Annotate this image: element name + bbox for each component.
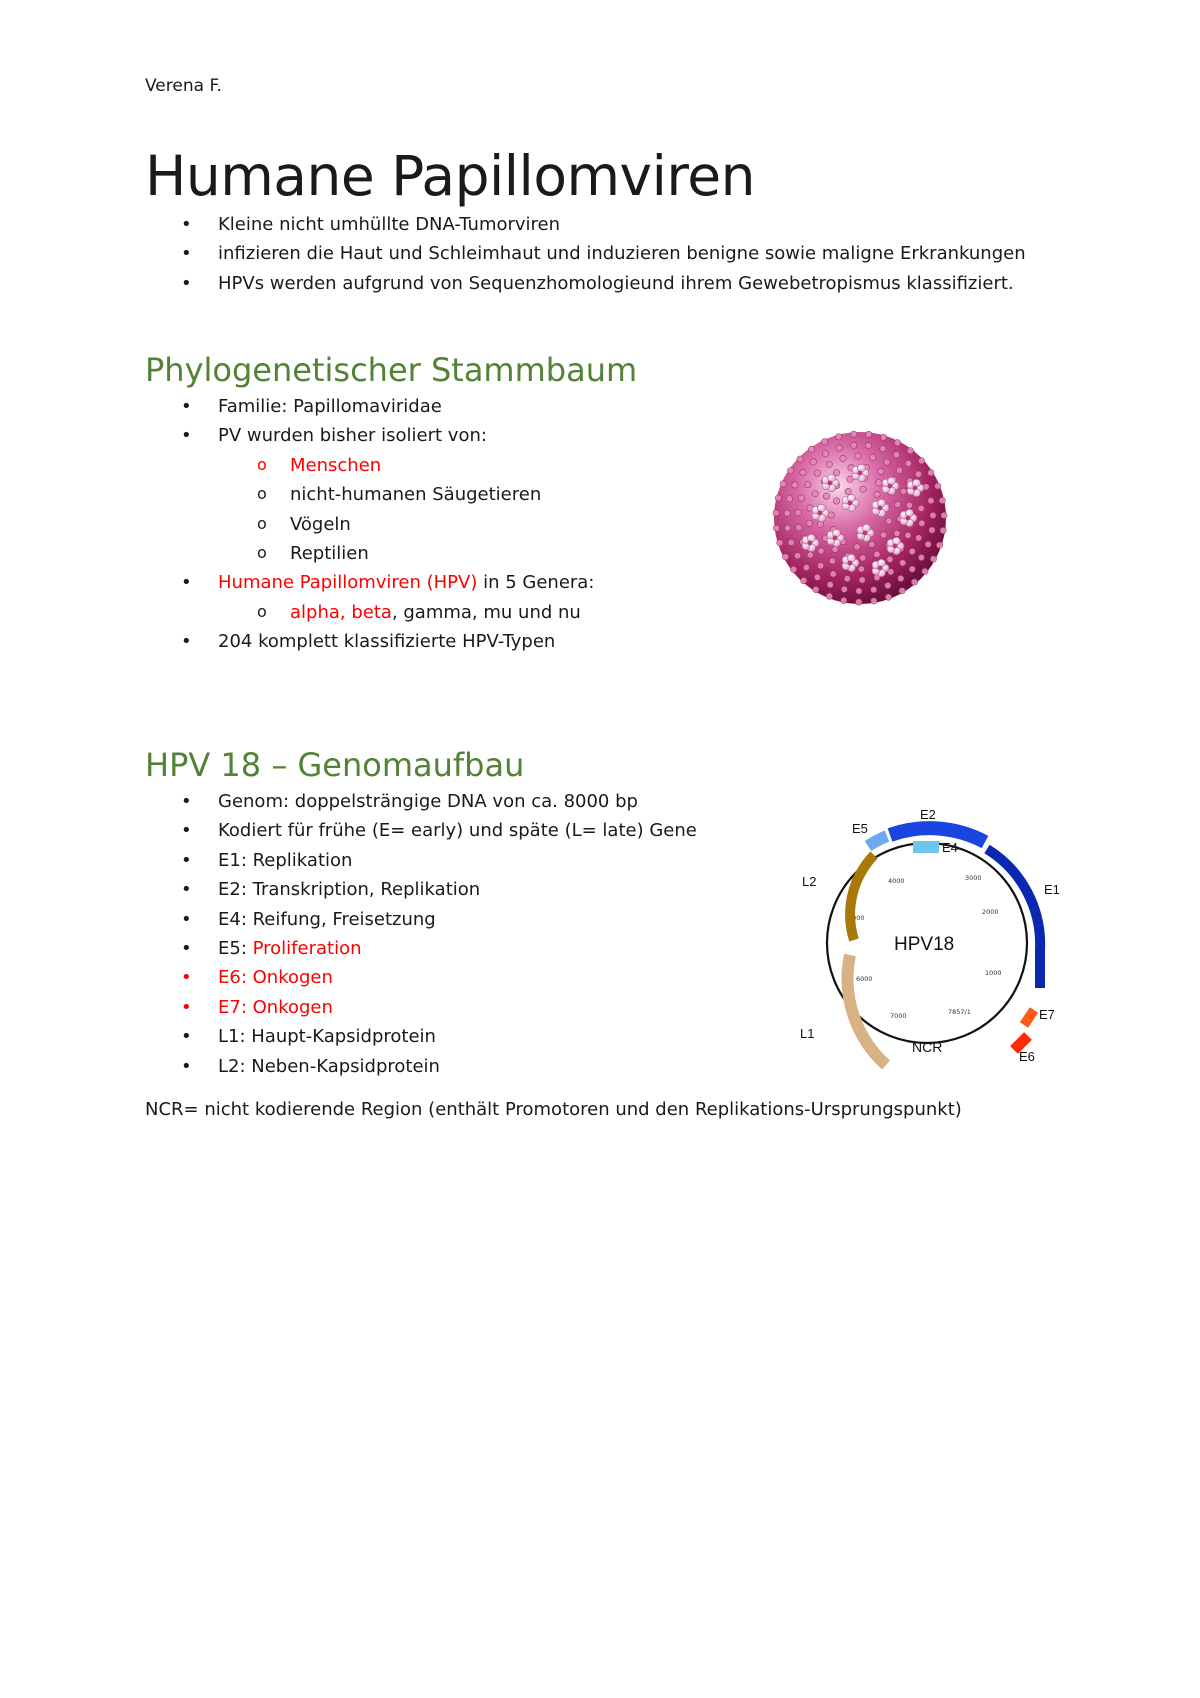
- capsid-bump: [874, 551, 880, 557]
- capsid-bump: [844, 576, 850, 582]
- section-heading-phylo: Phylogenetischer Stammbaum: [145, 351, 638, 389]
- capsid-bump: [812, 491, 818, 497]
- capsid-bump: [895, 501, 901, 507]
- hpv18-genome-diagram: [790, 790, 1070, 1080]
- capsid-bump: [885, 594, 891, 600]
- ncr-note: NCR= nicht kodierende Region (enthält Promotoren und den Replikations-Ursprungspunkt): [145, 1099, 962, 1120]
- capsid-bump: [801, 577, 807, 583]
- label-e6: E6: [1019, 1049, 1035, 1064]
- capsid-bump: [808, 446, 814, 452]
- genera-text: in 5 Genera:: [477, 572, 595, 594]
- capsid-bump: [803, 564, 809, 570]
- list-item: [145, 568, 594, 597]
- label-l2: L2: [802, 874, 817, 889]
- capsid-bump: [794, 553, 800, 559]
- page-title: Humane Papillomviren: [145, 144, 755, 208]
- label-ncr: NCR: [912, 1039, 943, 1055]
- capsid-bump: [777, 540, 783, 546]
- capsid-bump: [928, 498, 934, 504]
- capsid-bump: [822, 451, 828, 457]
- capsid-bump: [918, 554, 924, 560]
- capsid-bump: [918, 458, 924, 464]
- capsid-bump: [856, 588, 862, 594]
- capsid-bump: [929, 527, 935, 533]
- capsid-bump: [871, 587, 877, 593]
- capsid-bump: [865, 442, 871, 448]
- capsid-bump: [936, 542, 942, 548]
- list-item: • L2: Neben-Kapsidprotein: [145, 1052, 697, 1081]
- sub-list-item: o nicht-humanen Säugetieren: [145, 480, 594, 509]
- capsid-bump: [930, 512, 936, 518]
- capsid-bump: [899, 588, 905, 594]
- capsid-bump: [887, 556, 893, 562]
- capsid-bump: [928, 470, 934, 476]
- tick-label: 5000: [848, 914, 865, 922]
- capsid-bump: [907, 448, 913, 454]
- list-item: • Familie: Papillomaviridae: [145, 392, 594, 421]
- capsid-bump: [798, 495, 804, 501]
- capsid-bump: [810, 459, 816, 465]
- capsid-bump: [894, 530, 900, 536]
- list-item: • HPVs werden aufgrund von Sequenzhomologieund ihrem Gewebetropismus klassifiziert.: [145, 269, 1026, 298]
- capsid-bump: [854, 544, 860, 550]
- capsid-bump: [939, 497, 945, 503]
- gene-e6-arc: [1014, 1036, 1028, 1050]
- genera-list-red: alpha, beta: [290, 601, 392, 623]
- capsid-bump: [896, 467, 902, 473]
- capsid-bump: [795, 510, 801, 516]
- capsid-bump: [859, 577, 865, 583]
- virus-illustration: [770, 428, 950, 608]
- gene-e5-arc: [868, 836, 887, 846]
- capsid-bump: [925, 541, 931, 547]
- item-prefix: E5:: [218, 937, 253, 959]
- capsid-bump: [855, 453, 861, 459]
- sub-list-item: o Vögeln: [145, 510, 594, 539]
- capsid-bump: [773, 525, 779, 531]
- capsid-bump: [787, 468, 793, 474]
- genome-list: [145, 787, 697, 1081]
- gene-l2-arc: [850, 855, 874, 940]
- capsid-bump: [792, 482, 798, 488]
- capsid-bump: [885, 582, 891, 588]
- capsid-bump: [841, 597, 847, 603]
- capsid-bump: [880, 434, 886, 440]
- capsid-bump: [941, 512, 947, 518]
- capsid-bump: [860, 555, 866, 561]
- tick-label: 3000: [965, 874, 982, 882]
- capsid-bump: [832, 546, 838, 552]
- capsid-bump: [898, 575, 904, 581]
- list-item: • L1: Haupt-Kapsidprotein: [145, 1022, 697, 1051]
- capsid-bump: [918, 505, 924, 511]
- capsid-bump: [916, 535, 922, 541]
- capsid-bump: [874, 491, 880, 497]
- capsid-bump: [773, 510, 779, 516]
- capsid-bump: [830, 571, 836, 577]
- capsid-bump: [833, 470, 839, 476]
- list-item: • Kodiert für frühe (E= early) und späte (L= late) Gene: [145, 816, 697, 845]
- capsid-bump: [814, 574, 820, 580]
- capsid-bump: [827, 582, 833, 588]
- tick-label: 2000: [982, 908, 999, 916]
- intro-list: [145, 210, 1026, 298]
- capsid-bump: [836, 445, 842, 451]
- capsid-bump: [869, 541, 875, 547]
- capsid-bump: [922, 568, 928, 574]
- capsid-bump: [878, 468, 884, 474]
- capsid-bump: [909, 566, 915, 572]
- list-item: • 204 komplett klassifizierte HPV-Typen: [145, 627, 594, 656]
- capsid-bump: [911, 579, 917, 585]
- tick-label: 7857/1: [948, 1008, 971, 1016]
- genera-list-rest: , gamma, mu und nu: [391, 601, 581, 623]
- gene-e7-arc: [1024, 1010, 1034, 1025]
- label-e2: E2: [920, 807, 936, 822]
- capsid-bump: [935, 483, 941, 489]
- author-name: Verena F.: [145, 76, 222, 96]
- capsid-bump: [900, 560, 906, 566]
- section-heading-genome: HPV 18 – Genomaufbau: [145, 746, 525, 784]
- label-e7: E7: [1039, 1007, 1055, 1022]
- sub-list-item: o Menschen: [145, 451, 594, 480]
- capsid-bump: [775, 495, 781, 501]
- phylo-list: [145, 392, 594, 657]
- list-item: • Genom: doppelsträngige DNA von ca. 8000 bp: [145, 787, 697, 816]
- label-e1: E1: [1044, 882, 1060, 897]
- label-e5: E5: [852, 821, 868, 836]
- capsid-bump: [858, 566, 864, 572]
- capsid-bump: [788, 539, 794, 545]
- list-item: • E7: Onkogen: [145, 993, 697, 1022]
- capsid-bump: [851, 442, 857, 448]
- gene-e2-arc: [890, 828, 985, 842]
- gene-e4-box: [913, 841, 939, 853]
- capsid-bump: [821, 439, 827, 445]
- capsid-bump: [886, 518, 892, 524]
- label-e4: E4: [942, 840, 958, 855]
- capsid-bump: [880, 532, 886, 538]
- capsid-bump: [880, 446, 886, 452]
- capsid-bump: [870, 454, 876, 460]
- tick-label: 7000: [890, 1012, 907, 1020]
- capsid-bump: [919, 520, 925, 526]
- capsid-bump: [826, 461, 832, 467]
- capsid-bump: [900, 488, 906, 494]
- capsid-bump: [930, 556, 936, 562]
- capsid-bump: [860, 486, 866, 492]
- capsid-bump: [915, 471, 921, 477]
- capsid-bump: [780, 481, 786, 487]
- list-item: • Kleine nicht umhüllte DNA-Tumorviren: [145, 210, 1026, 239]
- capsid-bump: [841, 586, 847, 592]
- capsid-bump: [796, 525, 802, 531]
- capsid-bump: [797, 456, 803, 462]
- capsid-bump: [806, 520, 812, 526]
- capsid-bump: [893, 452, 899, 458]
- capsid-bump: [800, 469, 806, 475]
- list-item: [145, 934, 697, 963]
- sub-list-item: [145, 598, 594, 627]
- capsid-bump: [871, 598, 877, 604]
- capsid-bump: [813, 586, 819, 592]
- capsid-bump: [840, 455, 846, 461]
- capsid-bump: [905, 532, 911, 538]
- capsid-bump: [829, 558, 835, 564]
- capsid-bump: [817, 563, 823, 569]
- genera-red-text: Humane Papillomviren (HPV): [218, 572, 478, 594]
- capsid-bump: [906, 502, 912, 508]
- capsid-bump: [845, 488, 851, 494]
- list-item: • E2: Transkription, Replikation: [145, 875, 697, 904]
- list-item: • E1: Replikation: [145, 846, 697, 875]
- label-l1: L1: [800, 1026, 815, 1041]
- capsid-bump: [856, 599, 862, 605]
- gene-l1-arc: [848, 955, 886, 1065]
- tick-label: 1000: [985, 969, 1002, 977]
- capsid-bump: [866, 431, 872, 437]
- capsid-bump: [940, 527, 946, 533]
- capsid-bump: [790, 566, 796, 572]
- list-item: • E4: Reifung, Freisetzung: [145, 905, 697, 934]
- capsid-bump: [836, 434, 842, 440]
- item-red-text: Proliferation: [252, 937, 362, 959]
- capsid-bump: [817, 521, 823, 527]
- capsid-bump: [905, 460, 911, 466]
- capsid-bump: [826, 593, 832, 599]
- capsid-bump: [782, 554, 788, 560]
- capsid-bump: [784, 510, 790, 516]
- tick-label: 6000: [856, 975, 873, 983]
- capsid-bump: [909, 548, 915, 554]
- capsid-bump: [851, 431, 857, 437]
- capsid-bump: [818, 548, 824, 554]
- capsid-bump: [814, 470, 820, 476]
- genome-center-label: HPV18: [894, 934, 955, 955]
- tick-label: 4000: [888, 877, 905, 885]
- list-item: • E6: Onkogen: [145, 963, 697, 992]
- list-item: • PV wurden bisher isoliert von:: [145, 421, 594, 450]
- sub-list-item: o Reptilien: [145, 539, 594, 568]
- capsid-bump: [807, 552, 813, 558]
- capsid-bump: [823, 493, 829, 499]
- list-item: • infizieren die Haut und Schleimhaut und induzieren benigne sowie maligne Erkrankungen: [145, 239, 1026, 268]
- capsid-bump: [833, 498, 839, 504]
- capsid-bump: [785, 525, 791, 531]
- capsid-bump: [884, 459, 890, 465]
- capsid-bump: [805, 481, 811, 487]
- capsid-bump: [786, 496, 792, 502]
- capsid-bump: [876, 480, 882, 486]
- capsid-bump: [894, 440, 900, 446]
